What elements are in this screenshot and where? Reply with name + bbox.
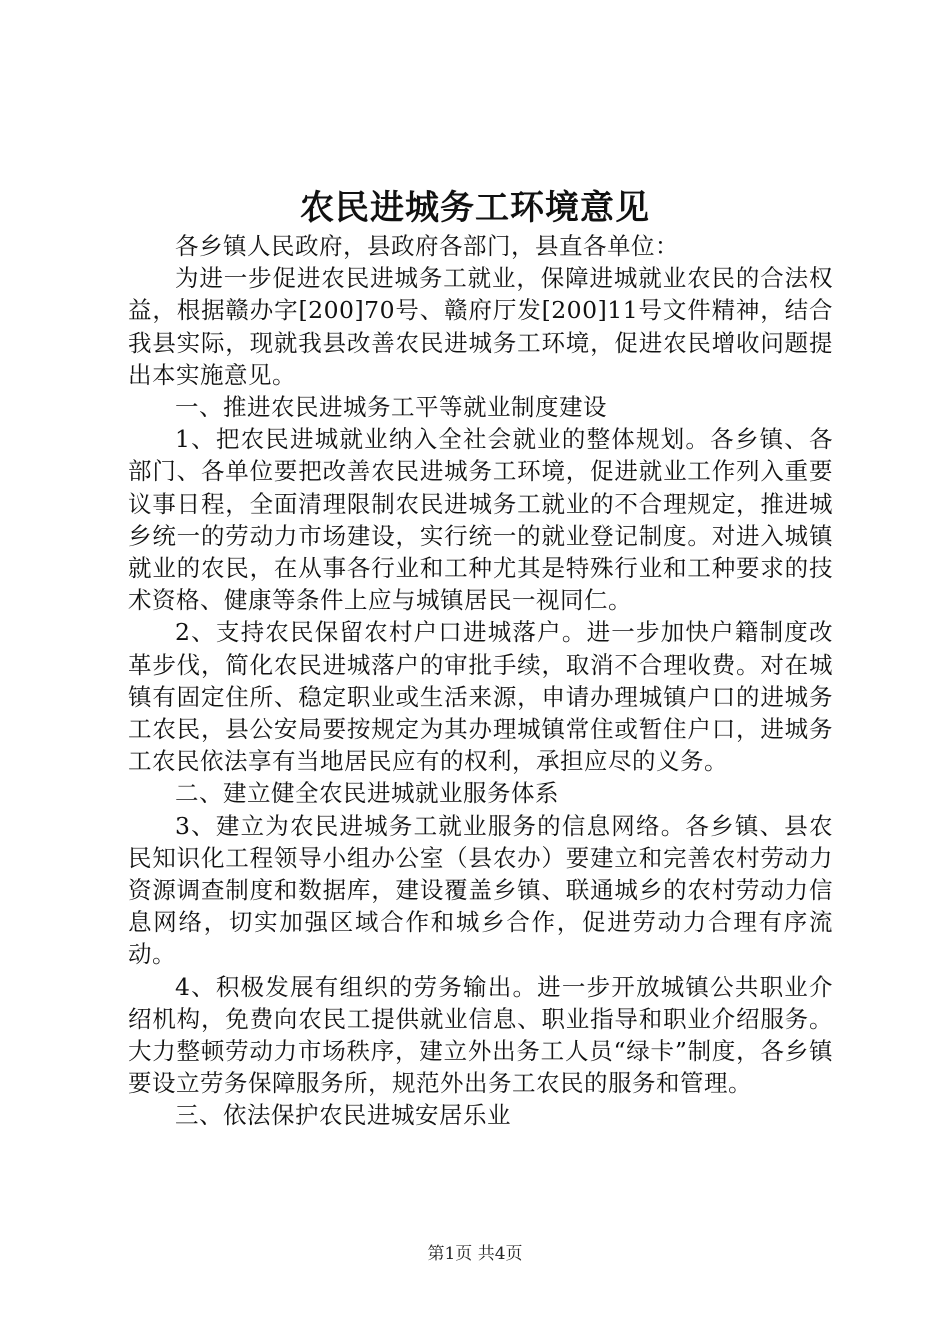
document-body [128, 230, 833, 1132]
intro-paragraph: 为进一步促进农民进城务工就业，保障进城就业农民的合法权益，根据赣办字[200]70号、赣府厅发[200]11号文件精神，结合我县实际，现就我县改善农民进城务工环境，促进农民增收问题提出本实施意见。 [128, 264, 833, 389]
salutation-paragraph: 各乡镇人民政府，县政府各部门，县直各单位： [175, 232, 679, 260]
clause-paragraph-2: 2、支持农民保留农村户口进城落户。进一步加快户籍制度改革步伐，简化农民进城落户的审批手续，取消不合理收费。对在城镇有固定住所、稳定职业或生活来源，申请办理城镇户口的进城务工农民，县公安局要按规定为其办理城镇常住或暂住户口，进城务工农民依法享有当地居民应有的权利，承担应尽的义务。 [128, 618, 833, 776]
document-title: 农民进城务工环境意见 [300, 188, 650, 228]
section-heading-2: 二、建立健全农民进城就业服务体系 [175, 779, 559, 808]
section-heading-3: 三、依法保护农民进城安居乐业 [175, 1101, 511, 1130]
clause-paragraph-3: 3、建立为农民进城务工就业服务的信息网络。各乡镇、县农民知识化工程领导小组办公室（县农办）要建立和完善农村劳动力资源调查制度和数据库，建设覆盖乡镇、联通城乡的农村劳动力信息网络，切实加强区域合作和城乡合作，促进劳动力合理有序流动。 [128, 811, 833, 969]
clause-paragraph-1: 1、把农民进城就业纳入全社会就业的整体规划。各乡镇、各部门、各单位要把改善农民进城务工环境，促进就业工作列入重要议事日程，全面清理限制农民进城务工就业的不合理规定，推进城乡统一的劳动力市场建设，实行统一的就业登记制度。对进入城镇就业的农民，在从事各行业和工种尤其是特殊行业和工种要求的技术资格、健康等条件上应与城镇居民一视同仁。 [128, 425, 833, 615]
clause-paragraph-4: 4、积极发展有组织的劳务输出。进一步开放城镇公共职业介绍机构，免费向农民工提供就业信息、职业指导和职业介绍服务。大力整顿劳动力市场秩序，建立外出务工人员“绿卡”制度，各乡镇要设立劳务保障服务所，规范外出务工农民的服务和管理。 [128, 972, 833, 1098]
page-number-footer: 第1页 共4页 [427, 1244, 523, 1264]
section-heading-1: 一、推进农民进城务工平等就业制度建设 [175, 393, 607, 422]
